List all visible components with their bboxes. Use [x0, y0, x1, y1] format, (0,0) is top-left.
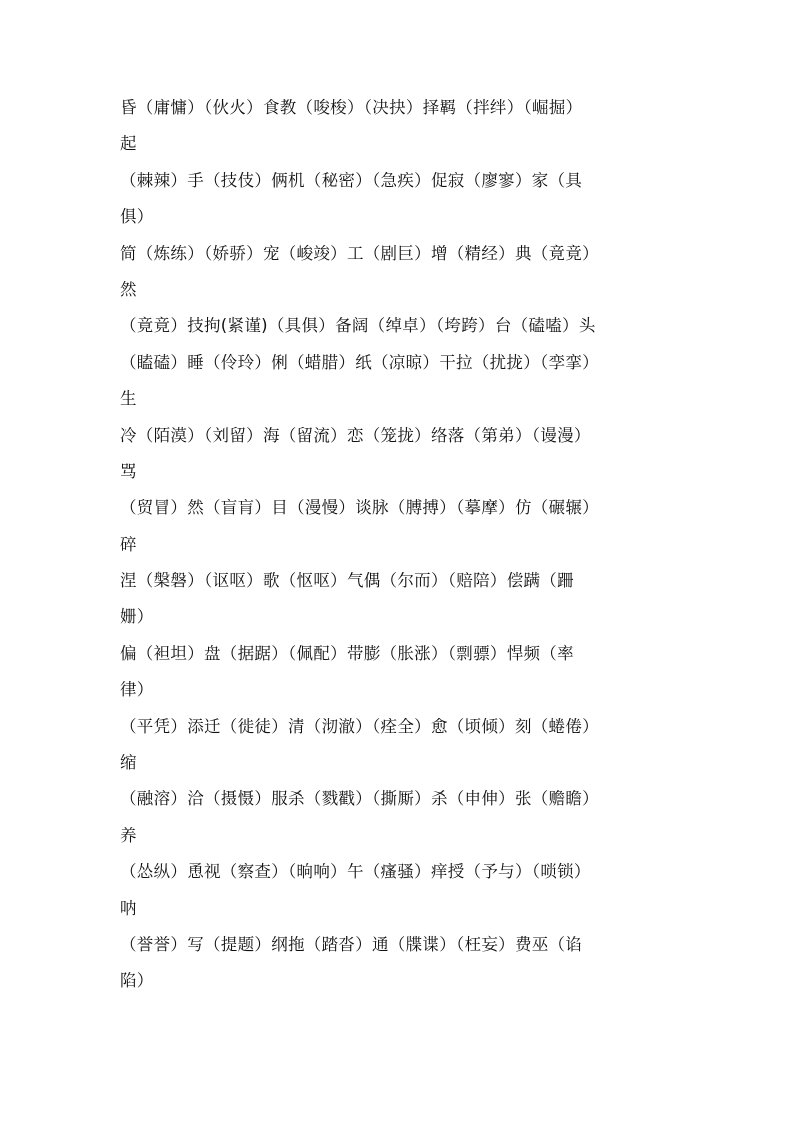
- document-body: [120, 90, 680, 1000]
- text-line: （瞌磕）睡（伶玲）俐（蜡腊）纸（凉晾）干拉（扰拢）（孪挛）: [120, 352, 599, 372]
- text-line: （誉誉）写（提题）纲拖（踏沓）通（牒谍）（枉妄）费巫（谄: [120, 934, 583, 954]
- text-line: 然: [120, 279, 137, 299]
- text-line: 姗）: [120, 607, 154, 627]
- text-line: （平凭）添迁（徙徒）清（沏澈）（痊全）愈（顷倾）刻（蜷倦）: [120, 716, 599, 736]
- text-line: 律）: [120, 680, 154, 700]
- text-line: 碎: [120, 534, 137, 554]
- text-line: 呐: [120, 898, 137, 918]
- text-line: 缩: [120, 753, 137, 773]
- text-line: （贸冒）然（盲肓）目（漫慢）谈脉（膊搏）（摹摩）仿（碾辗）: [120, 498, 599, 518]
- text-line: 昏（庸慵）（伙火）食教（唆梭）（决抉）择羁（拌绊）（崛掘）: [120, 98, 583, 117]
- text-line: 俱）: [120, 207, 154, 227]
- text-line: （棘辣）手（技伎）俩机（秘密）（急疾）促寂（廖寥）家（具: [120, 170, 583, 190]
- text-line: 冷（陌漠）（刘留）海（留流）恋（笼拢）络落（第弟）（谩漫）: [120, 425, 591, 445]
- text-line: 起: [120, 134, 137, 154]
- text-line: 养: [120, 825, 137, 845]
- text-line: 骂: [120, 461, 137, 481]
- text-line: （融溶）洽（摄慑）服杀（戮戳）（撕厮）杀（申伸）张（赡瞻）: [120, 789, 599, 809]
- text-line: （竟竟）技拘(紧谨)（具俱）备阔（绰卓）（垮跨）台（磕嗑）头: [120, 316, 596, 336]
- text-line: 偏（袒坦）盘（据踞）（佩配）带膨（胀涨）（剽骠）悍频（率: [120, 643, 574, 663]
- text-line: 陷）: [120, 971, 154, 991]
- text-line: 简（炼练）（娇骄）宠（峻竣）工（剧巨）增（精经）典（竟竟）: [120, 243, 599, 263]
- text-line: 生: [120, 389, 137, 409]
- text-line: （怂纵）恿视（察查）（晌响）午（瘙骚）痒授（予与）（唢锁）: [120, 862, 591, 882]
- text-line: 涅（槃磐）（讴呕）歌（怄呕）气偶（尔而）（赔陪）偿蹒（跚: [120, 571, 574, 591]
